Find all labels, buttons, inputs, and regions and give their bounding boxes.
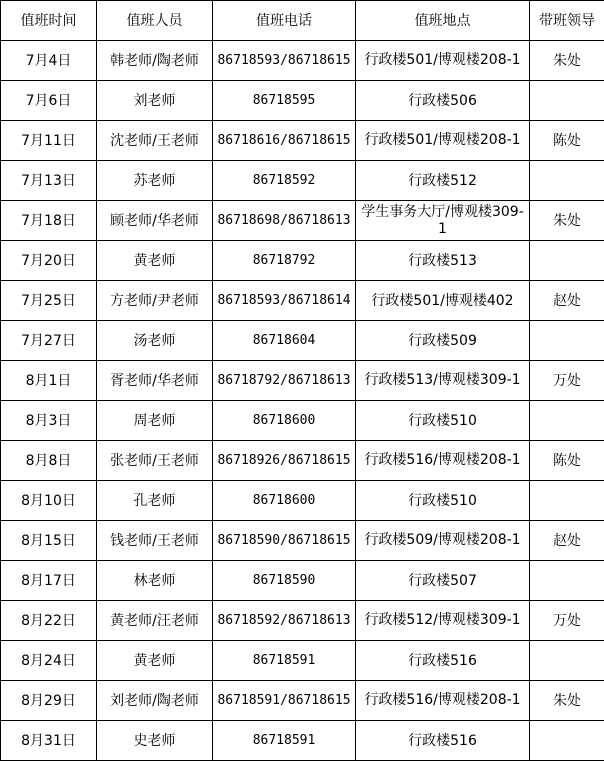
cell-phone: 86718698/86718613	[213, 201, 356, 241]
table-row	[1, 441, 604, 481]
cell-leader: 赵处	[530, 521, 604, 561]
cell-phone: 86718616/86718615	[213, 121, 356, 161]
table-row	[1, 641, 604, 681]
cell-phone: 86718600	[213, 401, 356, 441]
cell-leader: 赵处	[530, 281, 604, 321]
cell-place: 行政楼507	[356, 561, 530, 601]
cell-place: 行政楼501/博观楼208-1	[356, 41, 530, 81]
cell-phone: 86718591	[213, 721, 356, 761]
header-phone: 值班电话	[213, 1, 356, 41]
cell-person: 刘老师/陶老师	[97, 681, 213, 721]
cell-person: 汤老师	[97, 321, 213, 361]
table-row	[1, 521, 604, 561]
cell-phone: 86718593/86718614	[213, 281, 356, 321]
cell-person: 林老师	[97, 561, 213, 601]
cell-date: 8月22日	[1, 601, 97, 641]
cell-place: 学生事务大厅/博观楼309-1	[356, 201, 530, 241]
table-row	[1, 201, 604, 241]
table-row	[1, 401, 604, 441]
cell-date: 8月15日	[1, 521, 97, 561]
cell-place: 行政楼516/博观楼208-1	[356, 441, 530, 481]
cell-place: 行政楼516	[356, 721, 530, 761]
cell-date: 8月10日	[1, 481, 97, 521]
cell-person: 刘老师	[97, 81, 213, 121]
table-row	[1, 601, 604, 641]
cell-place: 行政楼510	[356, 401, 530, 441]
cell-phone: 86718592/86718613	[213, 601, 356, 641]
cell-leader: 朱处	[530, 681, 604, 721]
cell-place: 行政楼509/博观楼208-1	[356, 521, 530, 561]
cell-leader: 万处	[530, 361, 604, 401]
cell-leader	[530, 81, 604, 121]
cell-leader	[530, 161, 604, 201]
table-row	[1, 241, 604, 281]
cell-date: 7月11日	[1, 121, 97, 161]
cell-place: 行政楼513	[356, 241, 530, 281]
table-row	[1, 361, 604, 401]
cell-person: 钱老师/王老师	[97, 521, 213, 561]
cell-date: 7月25日	[1, 281, 97, 321]
table-row	[1, 121, 604, 161]
cell-place: 行政楼501/博观楼402	[356, 281, 530, 321]
cell-person: 张老师/王老师	[97, 441, 213, 481]
cell-person: 方老师/尹老师	[97, 281, 213, 321]
cell-date: 7月18日	[1, 201, 97, 241]
cell-phone: 86718792/86718613	[213, 361, 356, 401]
cell-phone: 86718792	[213, 241, 356, 281]
table-row	[1, 561, 604, 601]
cell-date: 8月24日	[1, 641, 97, 681]
cell-date: 7月4日	[1, 41, 97, 81]
cell-leader: 朱处	[530, 41, 604, 81]
cell-person: 苏老师	[97, 161, 213, 201]
cell-date: 7月20日	[1, 241, 97, 281]
cell-leader	[530, 321, 604, 361]
cell-leader	[530, 641, 604, 681]
table-row	[1, 81, 604, 121]
cell-phone: 86718926/86718615	[213, 441, 356, 481]
table-row	[1, 481, 604, 521]
cell-phone: 86718591	[213, 641, 356, 681]
cell-date: 7月6日	[1, 81, 97, 121]
cell-phone: 86718592	[213, 161, 356, 201]
cell-person: 胥老师/华老师	[97, 361, 213, 401]
cell-leader: 朱处	[530, 201, 604, 241]
cell-phone: 86718590	[213, 561, 356, 601]
cell-date: 7月13日	[1, 161, 97, 201]
cell-leader	[530, 721, 604, 761]
cell-person: 黄老师/汪老师	[97, 601, 213, 641]
header-place: 值班地点	[356, 1, 530, 41]
cell-leader: 陈处	[530, 441, 604, 481]
table-row	[1, 41, 604, 81]
header-date: 值班时间	[1, 1, 97, 41]
cell-date: 8月31日	[1, 721, 97, 761]
cell-date: 8月3日	[1, 401, 97, 441]
cell-date: 8月8日	[1, 441, 97, 481]
table-row	[1, 161, 604, 201]
cell-place: 行政楼513/博观楼309-1	[356, 361, 530, 401]
cell-phone: 86718590/86718615	[213, 521, 356, 561]
cell-person: 韩老师/陶老师	[97, 41, 213, 81]
cell-person: 周老师	[97, 401, 213, 441]
table-row	[1, 721, 604, 761]
table-row	[1, 281, 604, 321]
cell-place: 行政楼506	[356, 81, 530, 121]
cell-place: 行政楼516	[356, 641, 530, 681]
cell-leader: 万处	[530, 601, 604, 641]
header-leader: 带班领导	[530, 1, 604, 41]
cell-person: 黄老师	[97, 641, 213, 681]
header-person: 值班人员	[97, 1, 213, 41]
cell-place: 行政楼516/博观楼208-1	[356, 681, 530, 721]
cell-leader	[530, 561, 604, 601]
cell-leader	[530, 241, 604, 281]
cell-phone: 86718600	[213, 481, 356, 521]
cell-date: 8月17日	[1, 561, 97, 601]
cell-person: 沈老师/王老师	[97, 121, 213, 161]
cell-person: 黄老师	[97, 241, 213, 281]
cell-place: 行政楼512/博观楼309-1	[356, 601, 530, 641]
cell-leader	[530, 401, 604, 441]
cell-place: 行政楼512	[356, 161, 530, 201]
cell-place: 行政楼509	[356, 321, 530, 361]
cell-date: 7月27日	[1, 321, 97, 361]
cell-phone: 86718595	[213, 81, 356, 121]
cell-date: 8月29日	[1, 681, 97, 721]
cell-leader: 陈处	[530, 121, 604, 161]
cell-place: 行政楼510	[356, 481, 530, 521]
table-row	[1, 681, 604, 721]
cell-person: 顾老师/华老师	[97, 201, 213, 241]
cell-person: 史老师	[97, 721, 213, 761]
cell-date: 8月1日	[1, 361, 97, 401]
cell-person: 孔老师	[97, 481, 213, 521]
table-header-row	[1, 1, 604, 41]
cell-phone: 86718591/86718615	[213, 681, 356, 721]
cell-phone: 86718593/86718615	[213, 41, 356, 81]
table-row	[1, 321, 604, 361]
cell-phone: 86718604	[213, 321, 356, 361]
table-body	[1, 41, 604, 761]
cell-place: 行政楼501/博观楼208-1	[356, 121, 530, 161]
cell-leader	[530, 481, 604, 521]
